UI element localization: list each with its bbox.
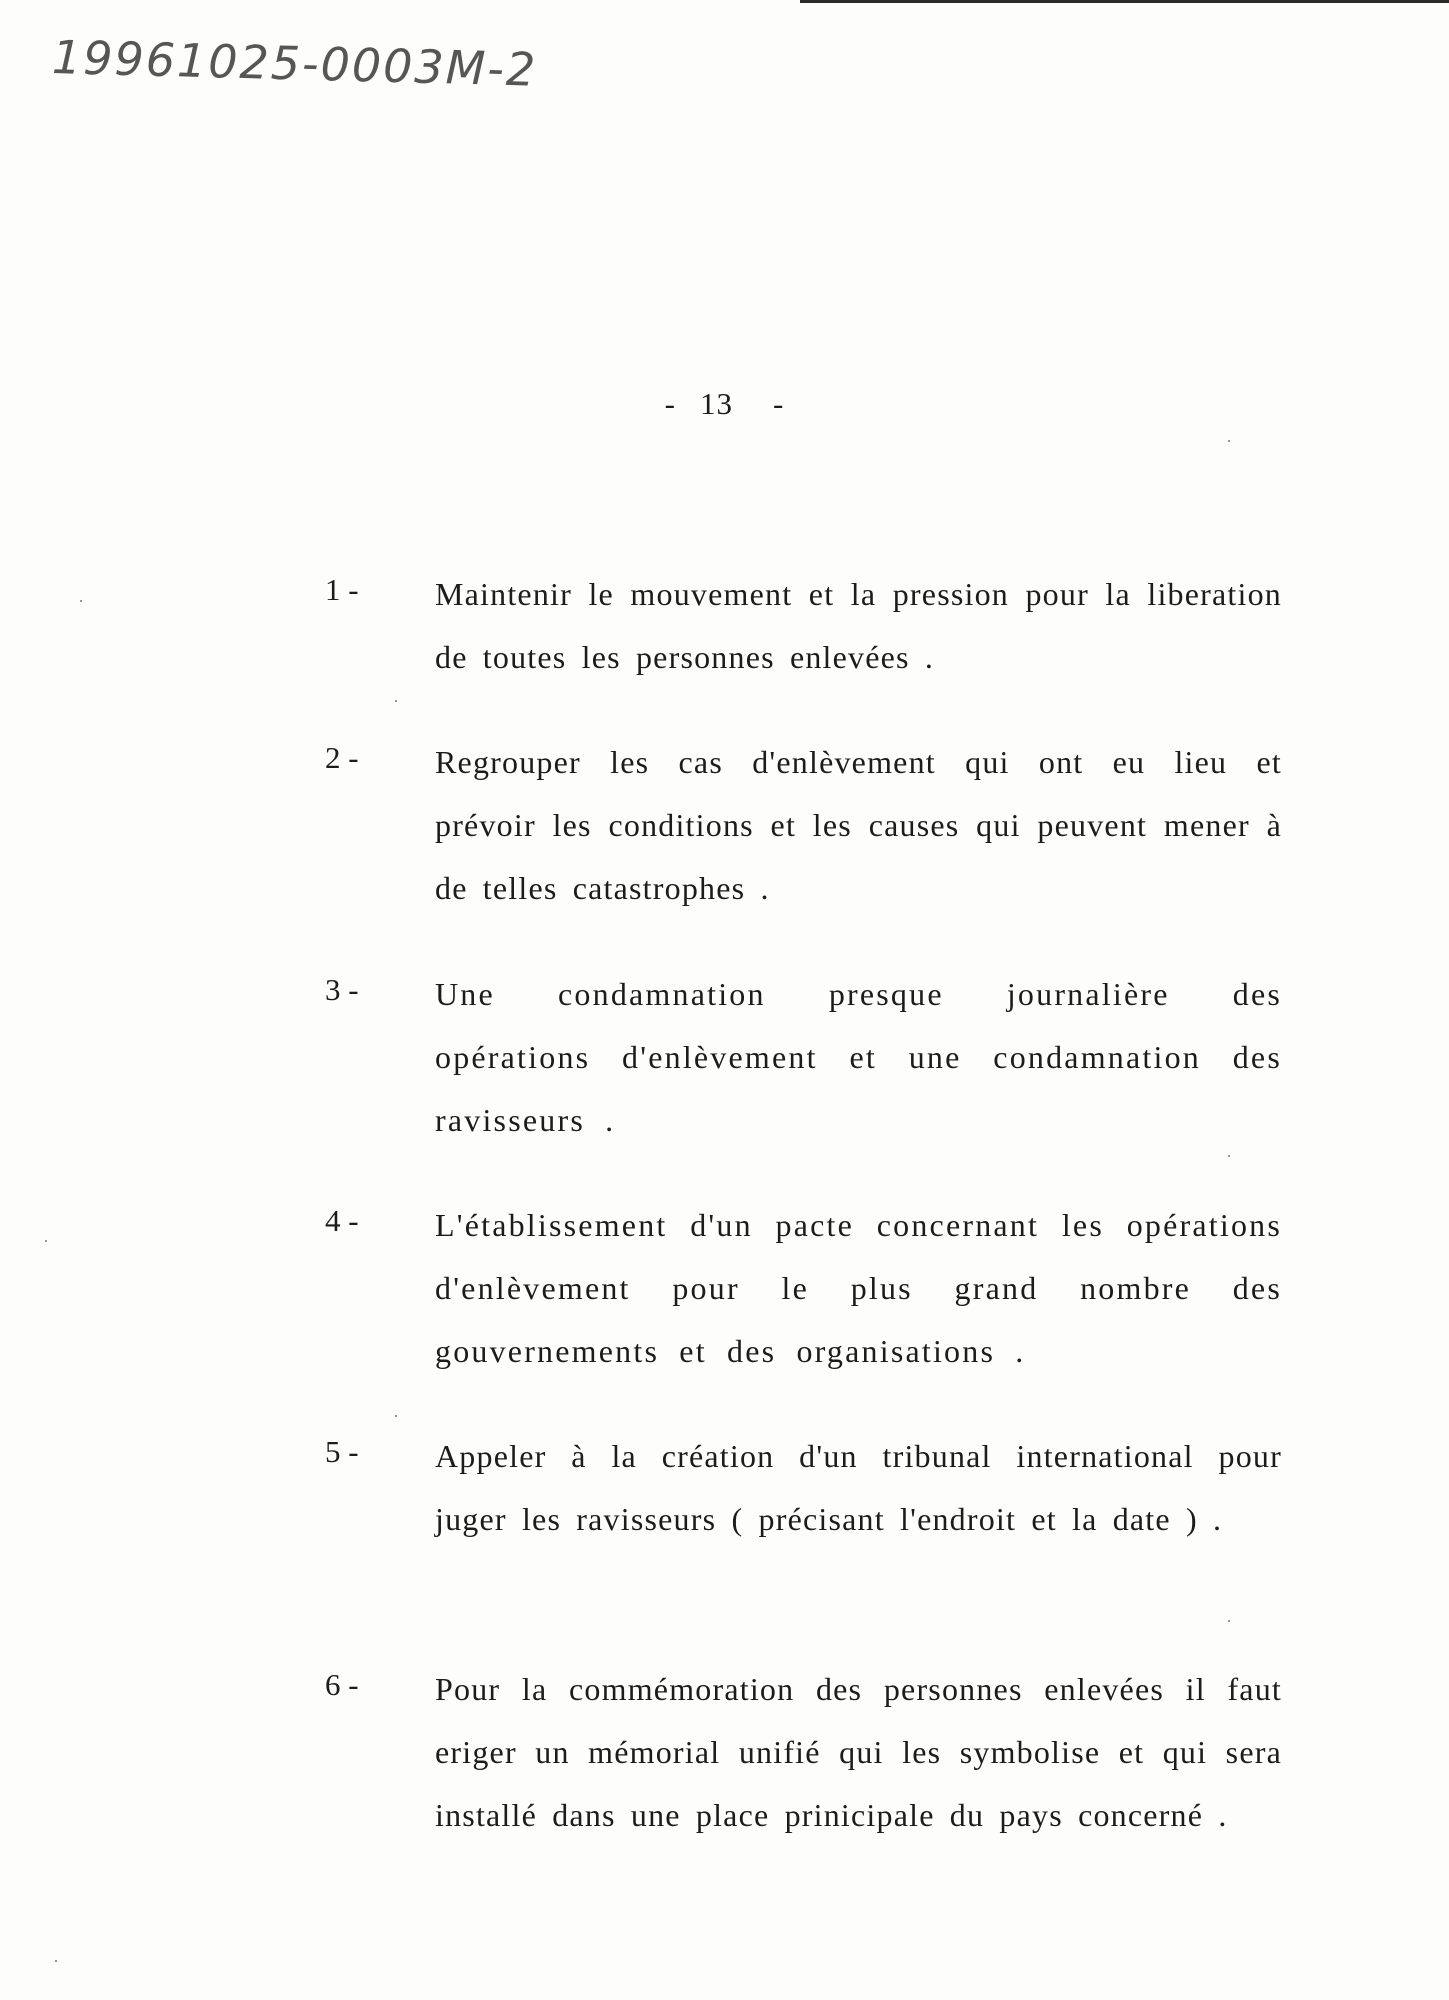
scan-speck [45, 1240, 47, 1242]
list-item-number: 4 - [325, 1203, 359, 1238]
scan-speck [55, 1960, 57, 1962]
list-item-number: 6 - [325, 1667, 359, 1702]
list-item-text: Maintenir le mouvement et la pression pour la liberation de toutes les personnes enlevées . [435, 576, 1282, 675]
list-item-number: 1 - [325, 572, 359, 607]
scan-speck [80, 600, 82, 602]
page-number-dash-right: - [773, 386, 785, 421]
page-number-dash-left: - [664, 386, 676, 421]
list-item-number: 5 - [325, 1434, 359, 1469]
list-item-number: 2 - [325, 740, 359, 775]
page-number-line [0, 386, 1449, 422]
scan-speck [1228, 440, 1230, 442]
scan-speck [395, 1415, 397, 1417]
top-edge-rule [800, 0, 1449, 3]
list-item-text: L'établissement d'un pacte concernant les opérations d'enlèvement pour le plus grand nombre des gouvernements et des organisations . [435, 1207, 1282, 1369]
list-item-text: Pour la commémoration des personnes enlevées il faut eriger un mémorial unifié qui les symbolise et qui sera installé dans une place prinicipale du pays concerné . [435, 1671, 1282, 1833]
scan-speck [395, 700, 397, 702]
list-item-number: 3 - [325, 972, 359, 1007]
scan-speck [1228, 1155, 1230, 1157]
list-item-text: Regrouper les cas d'enlèvement qui ont eu lieu et prévoir les conditions et les causes qui peuvent mener à de telles catastrophes . [435, 744, 1282, 906]
scan-speck [1228, 1620, 1230, 1622]
list-item-text: Une condamnation presque journalière des opérations d'enlèvement et une condamnation des ravisseurs . [435, 976, 1282, 1138]
list-item-text: Appeler à la création d'un tribunal international pour juger les ravisseurs ( précisant l'endroit et la date ) . [435, 1438, 1282, 1537]
handwritten-reference-number: 19961025-0003M-2 [51, 30, 538, 97]
page-number: 13 [700, 386, 733, 421]
